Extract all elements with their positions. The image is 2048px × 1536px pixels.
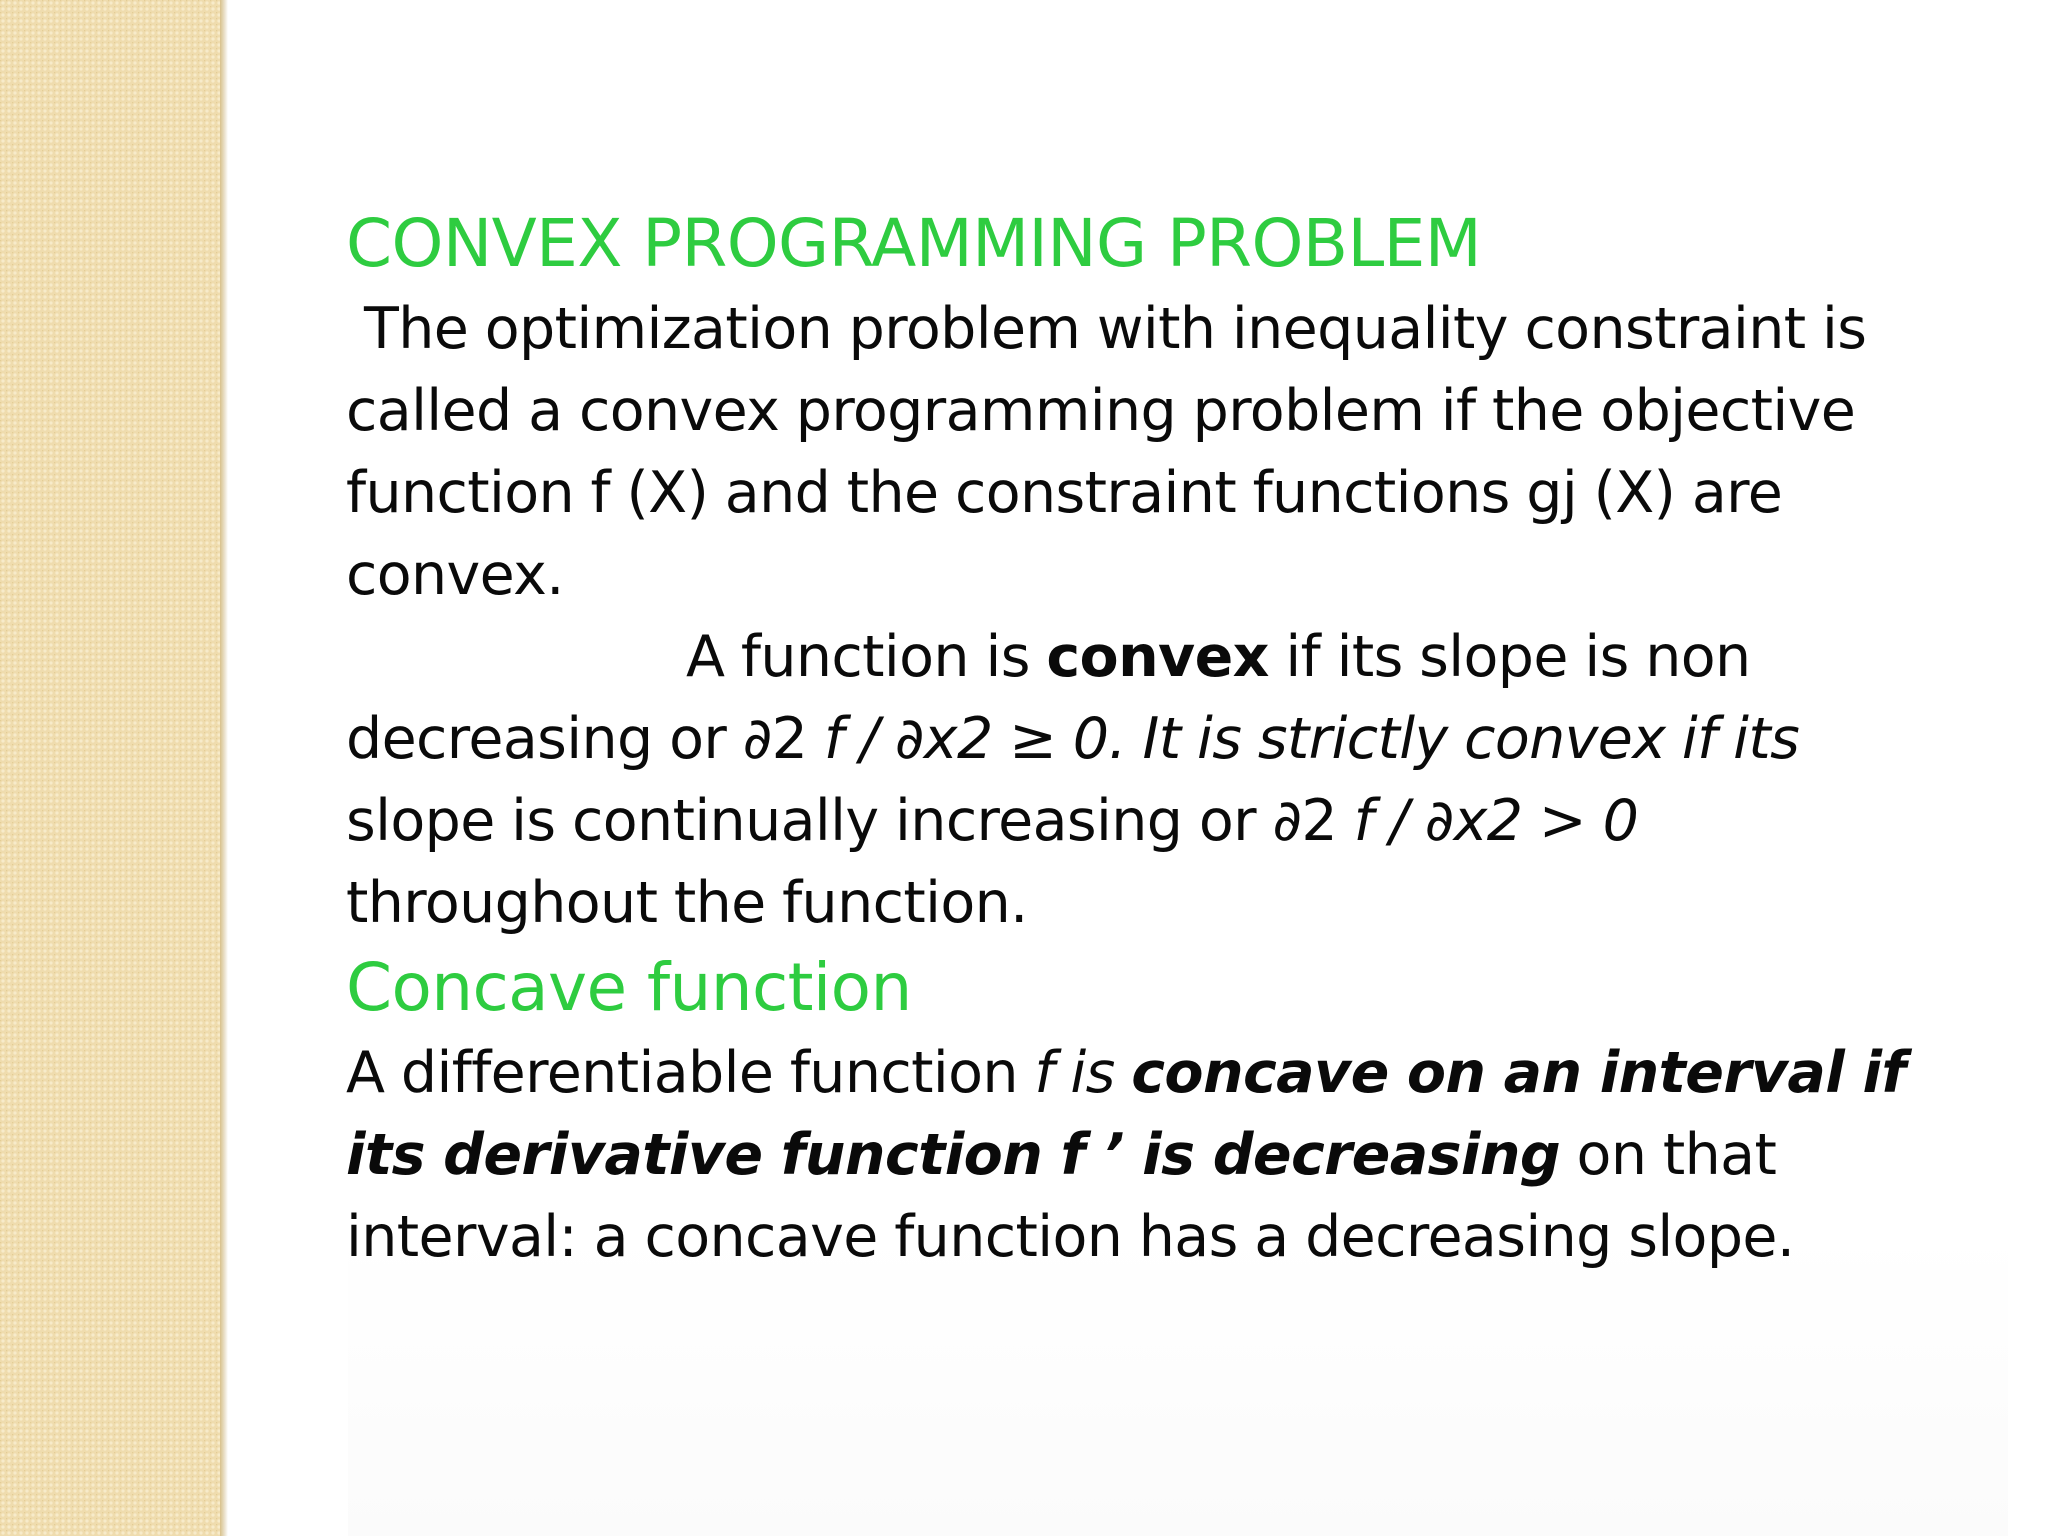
concave-text-1: A differentiable function xyxy=(346,1040,1035,1106)
convex-text-4: throughout the function. xyxy=(346,870,1028,936)
heading-convex-programming: CONVEX PROGRAMMING PROBLEM xyxy=(346,205,1482,282)
convex-bold-term: convex xyxy=(1046,624,1269,690)
paragraph-definition xyxy=(346,288,1946,616)
paragraph-definition-text: The optimization problem with inequality constraint is called a convex programming problem if the objective function f (X) and the constraint functions gj (X) are convex. xyxy=(346,296,1867,608)
slide-body xyxy=(346,200,1946,1278)
convex-text-3: slope is continually increasing or ∂2 xyxy=(346,788,1354,854)
convex-italic-1: f / ∂x2 ≥ 0. It is strictly convex if its xyxy=(823,706,1800,772)
concave-text-2: on that interval: a concave function has a decreasing slope. xyxy=(346,1122,1795,1270)
paragraph-convex-function xyxy=(346,616,1946,944)
convex-text-1: A function is xyxy=(686,624,1047,690)
concave-bold-italic: concave on an interval if its derivative function f ’ is decreasing xyxy=(346,1040,1906,1188)
convex-italic-2: f / ∂x2 > 0 xyxy=(1353,788,1639,854)
paragraph-concave-function xyxy=(346,1032,1946,1278)
side-strip-edge xyxy=(220,0,228,1536)
decorative-side-strip xyxy=(0,0,226,1536)
convex-text-2: if its slope is non decreasing or ∂2 xyxy=(346,624,1751,772)
heading-concave-function: Concave function xyxy=(346,949,912,1026)
concave-italic-1: f is xyxy=(1034,1040,1132,1106)
